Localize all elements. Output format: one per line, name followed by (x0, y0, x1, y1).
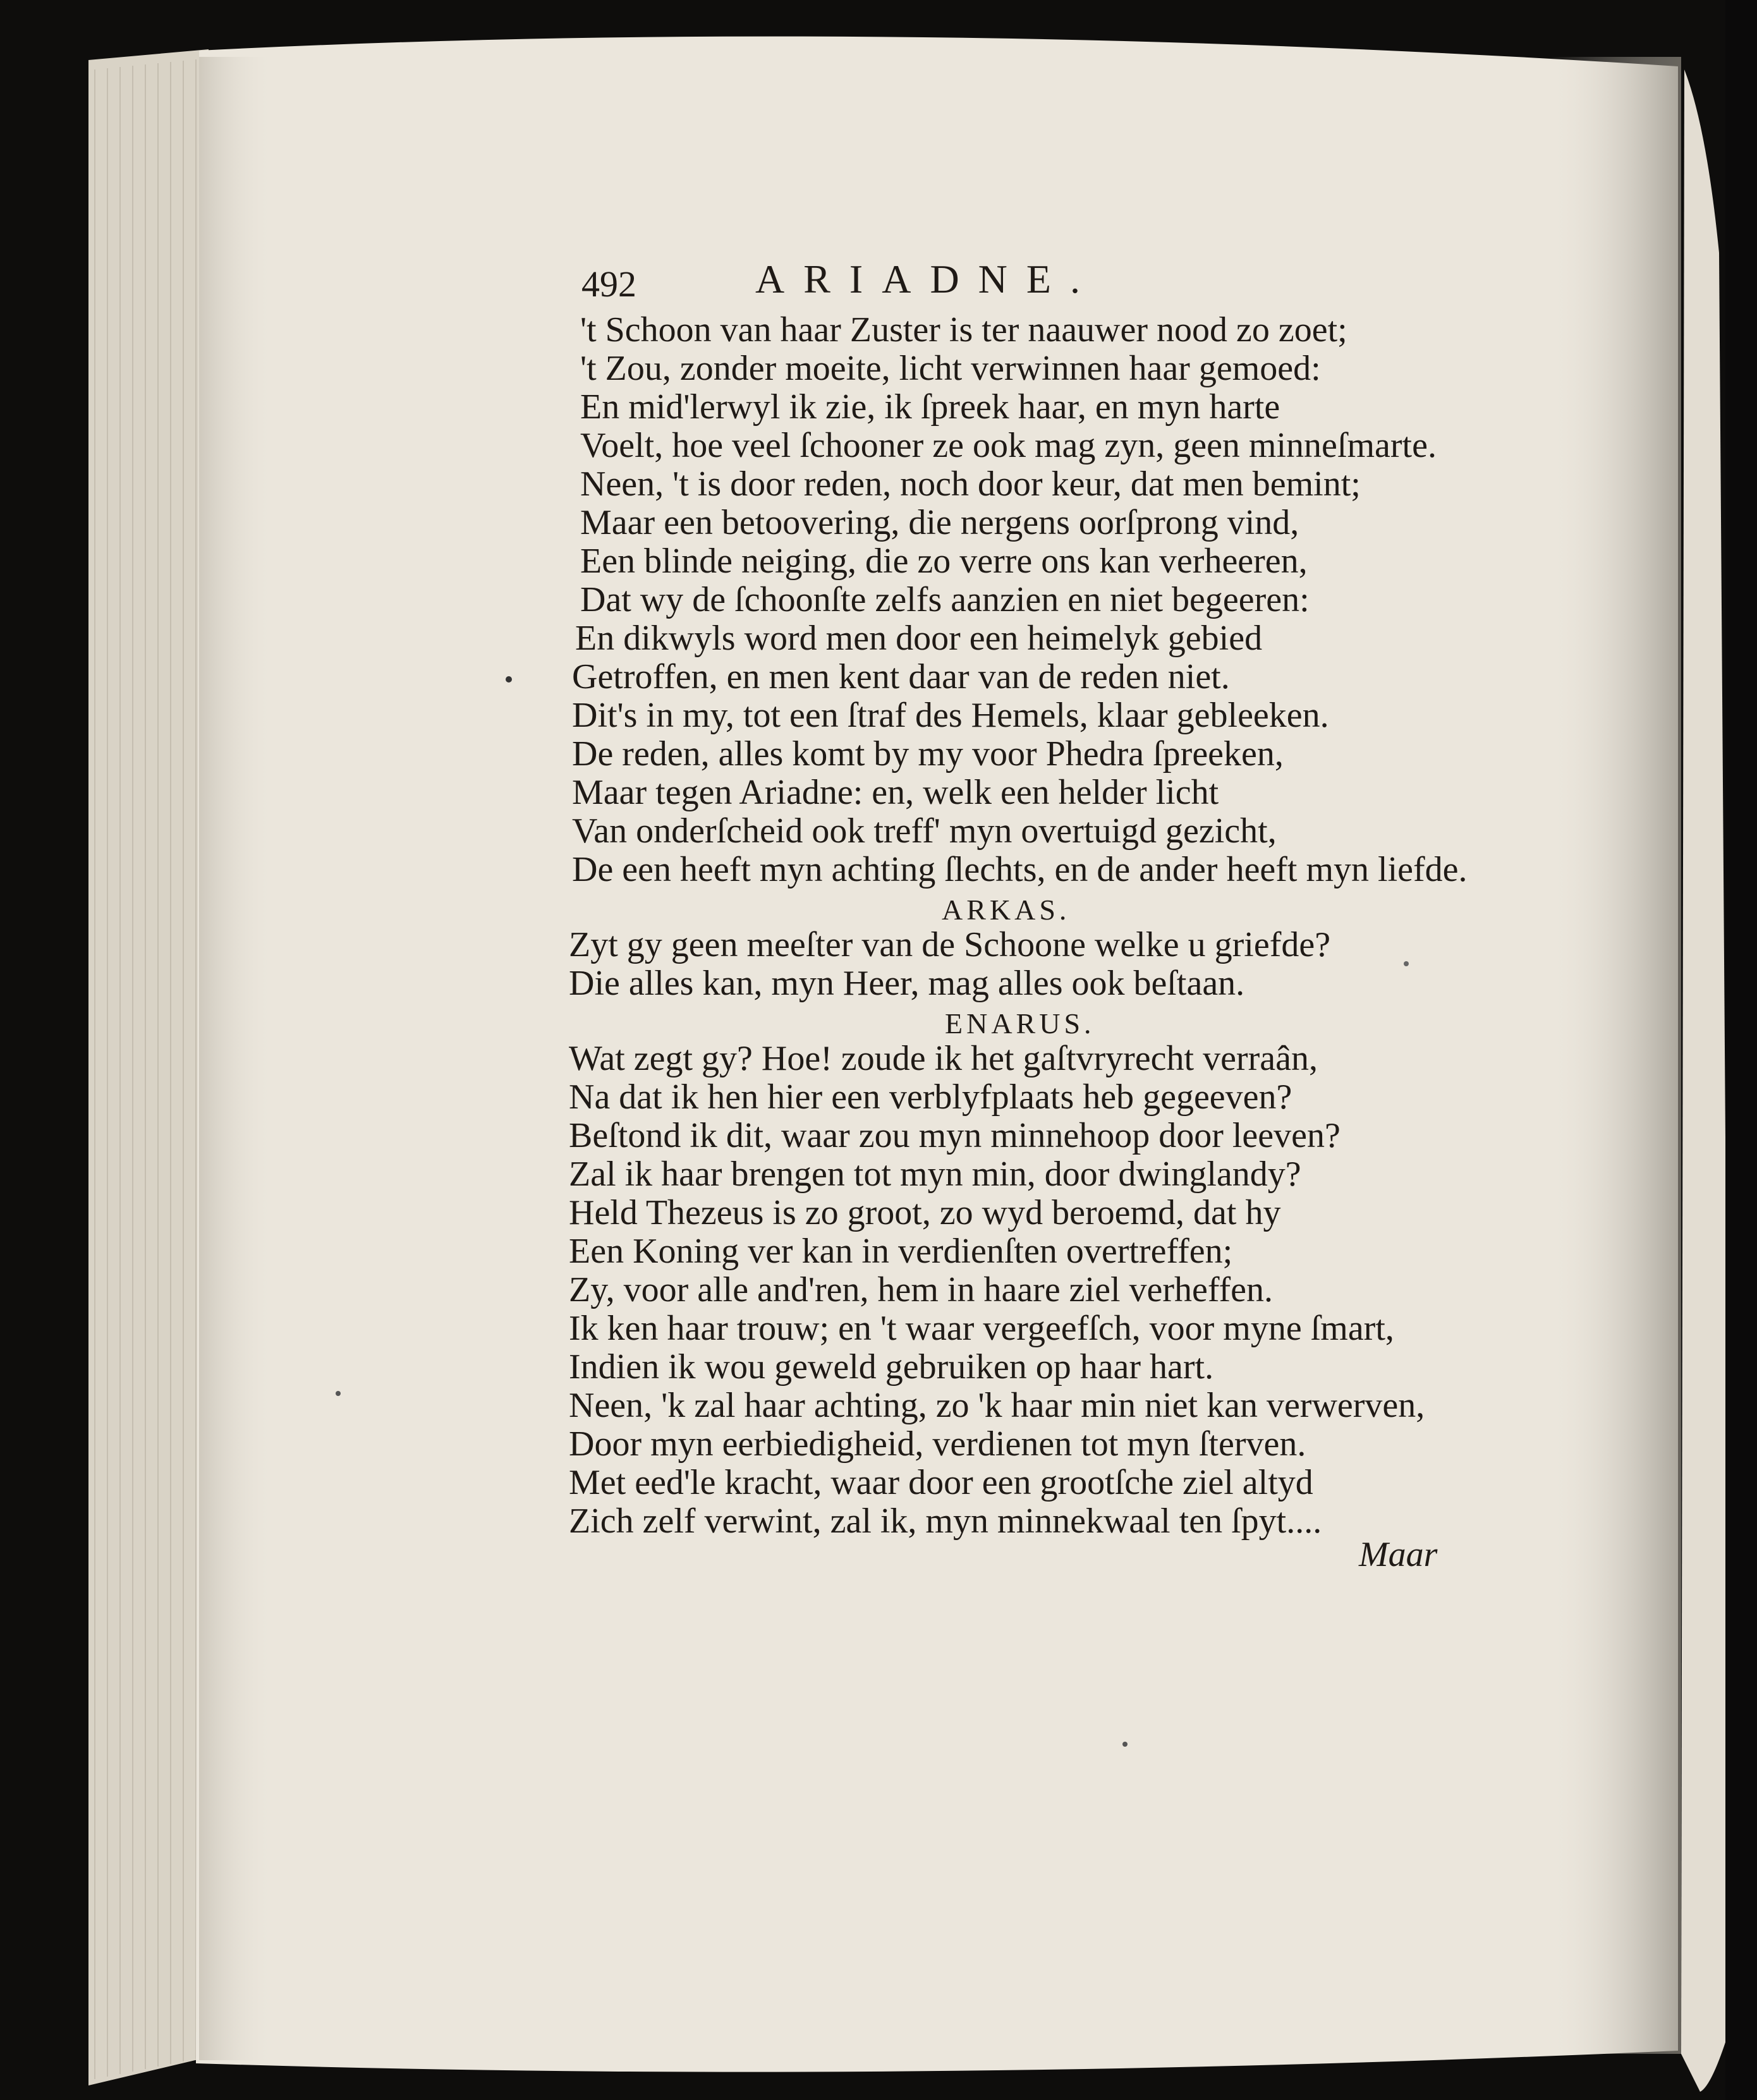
verse-line: Met eed'le kracht, waar door een grootſche ziel altyd (569, 1463, 1313, 1502)
verse-line: Een blinde neiging, die zo verre ons kan verheeren, (580, 542, 1308, 581)
verse-line: Door myn eerbiedigheid, verdienen tot myn ſterven. (569, 1424, 1306, 1464)
verse-line: De een heeft myn achting ſlechts, en de ander heeft myn liefde. (572, 850, 1468, 889)
verse-line: Van onderſcheid ook treff' myn overtuigd gezicht, (572, 811, 1277, 851)
verse-line: Voelt, hoe veel ſchooner ze ook mag zyn, geen minneſmarte. (580, 426, 1437, 465)
verse-line: Maar een betoovering, die nergens oorſprong vind, (580, 503, 1299, 542)
catchword: Maar (1359, 1535, 1438, 1574)
verse-line: Neen, 'k zal haar achting, zo 'k haar min niet kan verwerven, (569, 1386, 1425, 1425)
verse-line: Wat zegt gy? Hoe! zoude ik het gaſtvryrecht verraân, (569, 1039, 1318, 1078)
verse-line: 't Schoon van haar Zuster is ter naauwer nood zo zoet; (580, 310, 1347, 349)
page-number: 492 (581, 264, 636, 305)
verse-line: 't Zou, zonder moeite, licht verwinnen haar gemoed: (580, 349, 1321, 388)
verse-line: Maar tegen Ariadne: en, welk een helder licht (572, 773, 1219, 812)
verse-line: Die alles kan, myn Heer, mag alles ook beſtaan. (569, 964, 1245, 1003)
verse-line: Dat wy de ſchoonſte zelfs aanzien en niet begeeren: (580, 580, 1310, 619)
verse-line: Indien ik wou geweld gebruiken op haar hart. (569, 1347, 1214, 1387)
verse-line: Getroffen, en men kent daar van de reden niet. (572, 657, 1230, 696)
speaker-heading: ENARUS. (945, 1007, 1095, 1040)
verse-line: Zal ik haar brengen tot myn min, door dwinglandy? (569, 1155, 1301, 1194)
verse-line: En dikwyls word men door een heimelyk gebied (575, 619, 1263, 658)
verse-line: Dit's in my, tot een ſtraf des Hemels, klaar gebleeken. (572, 696, 1329, 735)
verse-line: De reden, alles komt by my voor Phedra ſpreeken, (572, 734, 1284, 774)
speaker-heading: ARKAS. (942, 894, 1071, 926)
verse-line: Beſtond ik dit, waar zou myn minnehoop door leeven? (569, 1116, 1341, 1155)
verse-line: Zy, voor alle and'ren, hem in haare ziel verheffen. (569, 1270, 1274, 1309)
verse-line: Na dat ik hen hier een verblyfplaats heb gegeeven? (569, 1077, 1292, 1117)
verse-line: Een Koning ver kan in verdienſten overtreffen; (569, 1232, 1233, 1271)
verse-line: Zyt gy geen meeſter van de Schoone welke u griefde? (569, 925, 1331, 964)
verse-line: Zich zelf verwint, zal ik, myn minnekwaal ten ſpyt.... (569, 1502, 1322, 1541)
verse-line: En mid'lerwyl ik zie, ik ſpreek haar, en myn harte (580, 387, 1280, 427)
verse-line: Neen, 't is door reden, noch door keur, dat men bemint; (580, 464, 1361, 504)
verse-line: Ik ken haar trouw; en 't waar vergeefſch, voor myne ſmart, (569, 1309, 1394, 1348)
running-title: ARIADNE. (755, 257, 1099, 301)
verse-line: Held Thezeus is zo groot, zo wyd beroemd, dat hy (569, 1193, 1281, 1232)
